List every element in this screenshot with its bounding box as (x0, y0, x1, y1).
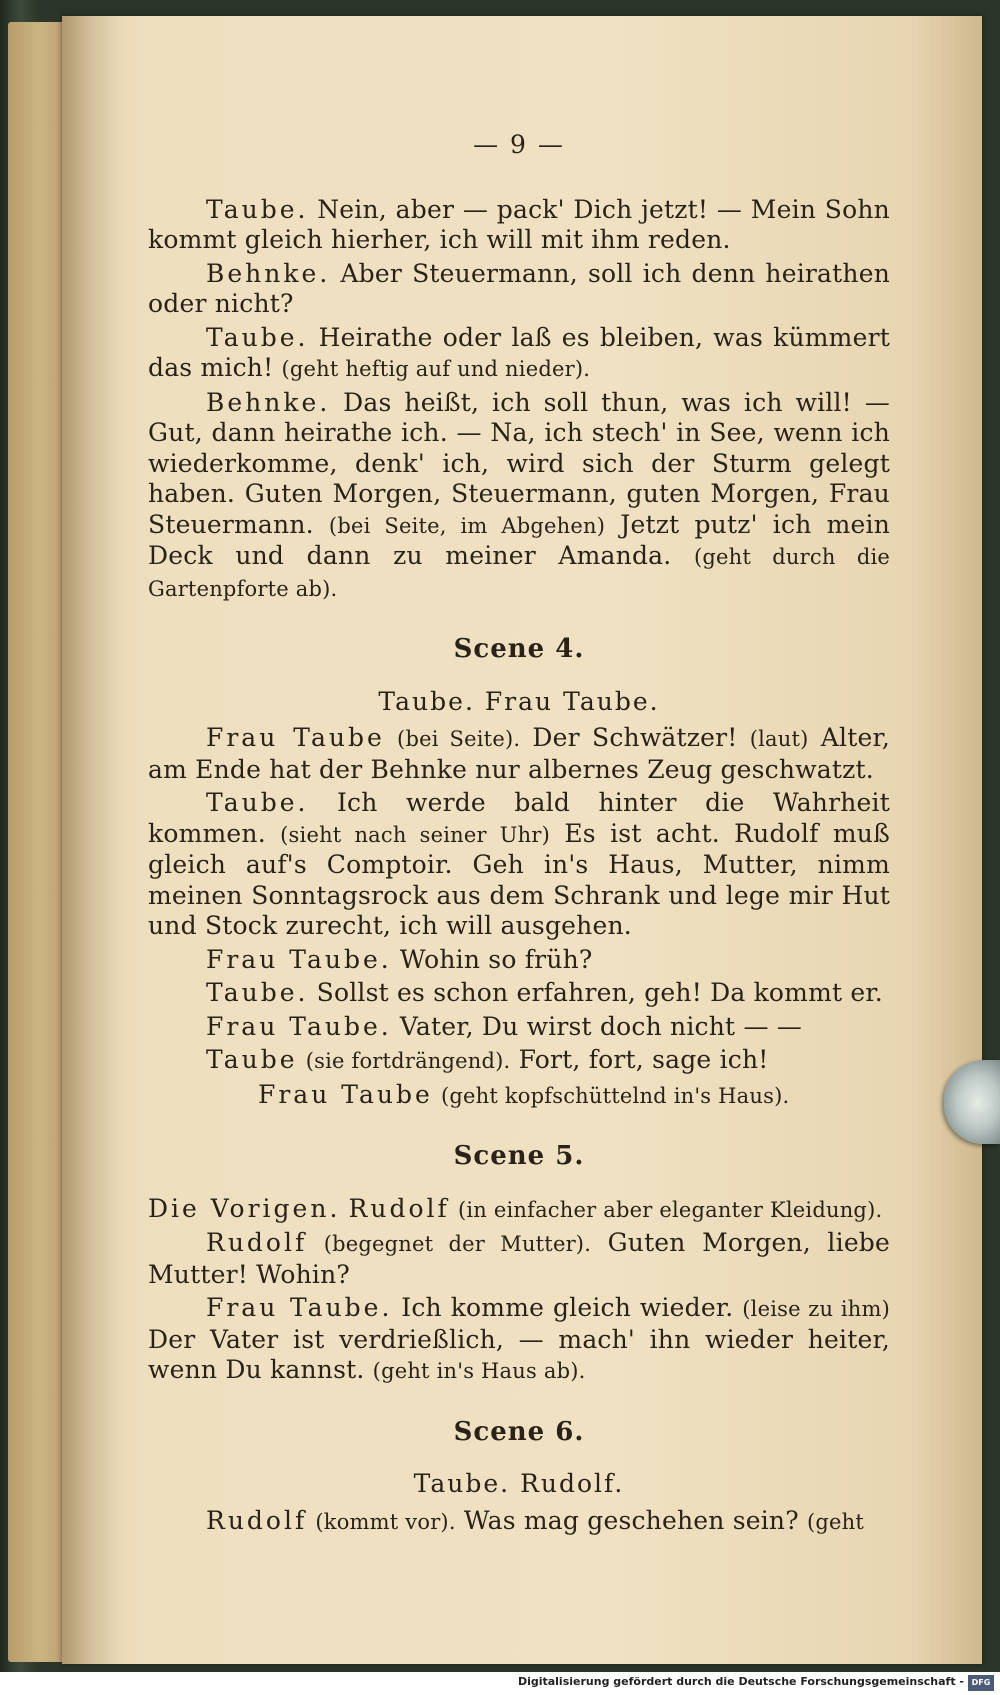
paragraph (148, 1045, 890, 1077)
dialogue: Vater, Du wirst doch nicht — — (399, 1011, 802, 1041)
speaker: Frau Taube (258, 1079, 433, 1109)
dialogue: Jetzt putz' ich mein Deck und dann zu meiner Amanda. (148, 509, 891, 570)
stage-direction: (laut) (749, 727, 809, 751)
dialogue: Ich werde bald hinter die Wahrheit kommen. (148, 788, 890, 848)
dialogue: Der Vater ist verdrießlich, — mach' ihn wieder heiter, wenn Du kannst. (148, 1324, 890, 1384)
paragraph (148, 1194, 890, 1226)
paragraph (148, 1012, 890, 1043)
dialogue: Wohin so früh? (399, 944, 593, 974)
scene-cast: Taube. Frau Taube. (378, 686, 660, 716)
speaker: Taube. (206, 194, 309, 224)
speaker: Taube. (206, 788, 309, 817)
speaker: Taube. (206, 978, 309, 1007)
speaker: Frau Taube (206, 723, 385, 752)
dialogue: Was mag geschehen sein? (463, 1505, 799, 1535)
stage-direction: (geht kopfschüttelnd in's Haus). (440, 1083, 790, 1108)
dfg-logo: DFG (968, 1675, 994, 1691)
stage-direction: (kommt vor). (315, 1509, 456, 1534)
stage-direction: (sie fortdrängend). (305, 1049, 511, 1073)
speaker: Behnke. (206, 258, 331, 288)
dialogue: Der Schwätzer! (532, 723, 738, 752)
stage-direction: (bei Seite, im Abgehen) (328, 513, 606, 538)
stage-direction: (geht in's Haus ab). (372, 1359, 586, 1383)
dialogue: Es ist acht. Rudolf muß gleich auf's Comptoir. Geh in's Haus, Mutter, nimm meinen Sonntagsrock aus dem Schrank und lege mir Hut und Stock zurecht, ich will ausgehen. (148, 818, 890, 940)
character-name: Rudolf (348, 1193, 450, 1223)
scene-heading: Scene 6. (453, 1416, 585, 1447)
page-text (148, 130, 890, 1540)
speaker: Rudolf (206, 1228, 308, 1257)
funding-notice: Digitalisierung gefördert durch die Deutsche Forschungsgemeinschaft - (517, 1675, 964, 1688)
paragraph (148, 195, 890, 256)
dialogue: Sollst es schon erfahren, geh! Da kommt er. (316, 978, 883, 1007)
dialogue: Fort, fort, sage ich! (518, 1045, 769, 1074)
stage-direction: (in einfacher aber eleganter Kleidung). (457, 1197, 883, 1222)
paragraph (148, 945, 890, 976)
paragraph (148, 788, 890, 942)
paragraph (148, 1293, 890, 1387)
paragraph (148, 1080, 890, 1112)
speaker: Rudolf (206, 1505, 308, 1535)
speaker: Behnke. (206, 387, 331, 417)
scene-heading: Scene 4. (453, 634, 585, 664)
dialogue: Guten Morgen, liebe Mutter! Wohin? (148, 1228, 891, 1289)
page-number: — 9 — (473, 130, 565, 159)
paragraph (148, 323, 890, 385)
footer-bar (0, 1672, 1000, 1695)
paragraph (148, 388, 890, 605)
speaker: Taube. (206, 322, 309, 352)
paragraph (148, 978, 890, 1009)
stage-direction: (geht heftig auf und nieder). (281, 357, 591, 381)
speaker: Frau Taube. (206, 944, 392, 974)
stage-direction: (geht durch die Gartenpforte ab). (148, 545, 890, 601)
stage-direction: (sieht nach seiner Uhr) (280, 822, 551, 847)
speaker: Frau Taube. (206, 1293, 393, 1322)
dialogue: Nein, aber — pack' Dich jetzt! — Mein Sohn kommt gleich hierher, ich will mit ihm reden. (148, 194, 890, 254)
paragraph (148, 1506, 890, 1538)
stage-direction: (bei Seite). (397, 727, 521, 751)
speaker: Die Vorigen. (148, 1193, 341, 1223)
scene-heading: Scene 5. (453, 1141, 585, 1171)
paragraph (148, 259, 890, 320)
scene-cast: Taube. Rudolf. (413, 1469, 625, 1498)
dialogue: Ich komme gleich wieder. (401, 1293, 734, 1322)
dialogue: Aber Steuermann, soll ich denn heirathen oder nicht? (148, 258, 891, 318)
paragraph (148, 723, 890, 785)
dialogue: Das heißt, ich soll thun, was ich will! — Gut, dann heirathe ich. — Na, ich stech' in See, wenn ich wiederkomme, denk' ich, wird sich der Sturm gelegt haben. Guten Morgen, Steuermann, guten Morgen, Frau Steuermann. (148, 387, 890, 539)
dialogue: Heirathe oder laß es bleiben, was kümmert das mich! (148, 322, 890, 382)
stage-direction: (geht (807, 1509, 865, 1534)
stage-direction: (leise zu ihm) (742, 1297, 890, 1321)
stage-direction: (begegnet der Mutter). (323, 1232, 592, 1256)
paragraph (148, 1228, 890, 1290)
speaker: Frau Taube. (206, 1011, 392, 1041)
dialogue: Alter, am Ende hat der Behnke nur albernes Zeug geschwatzt. (148, 723, 890, 784)
speaker: Taube (206, 1045, 298, 1074)
